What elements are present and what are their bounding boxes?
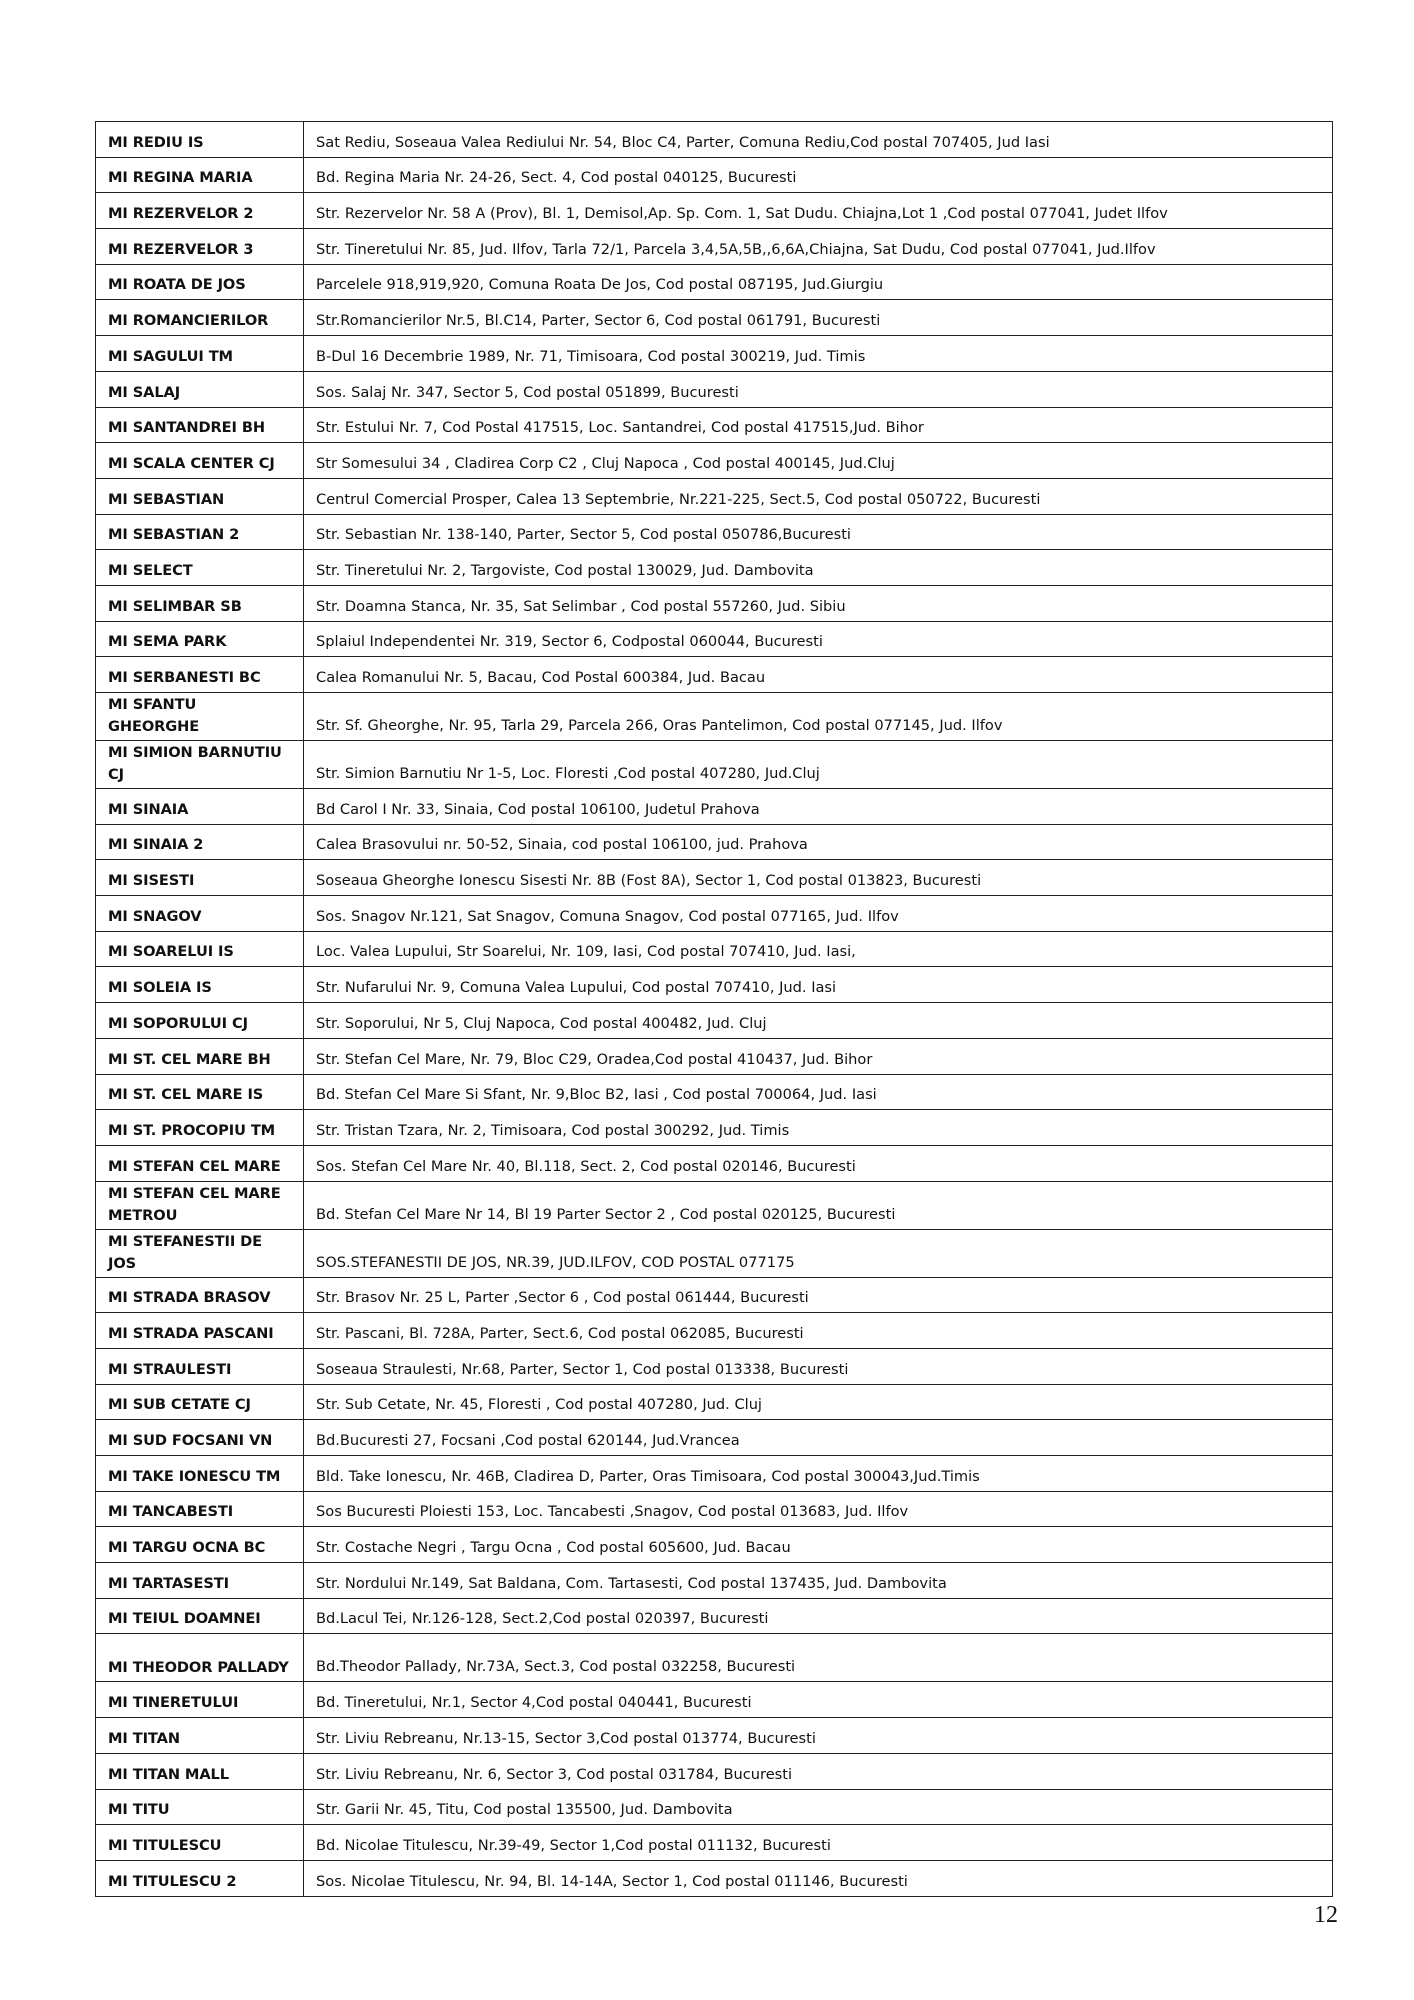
store-address: Str. Sf. Gheorghe, Nr. 95, Tarla 29, Parcela 266, Oras Pantelimon, Cod postal 077145, Jud. Ilfov <box>304 693 1333 741</box>
store-address: Str. Nordului Nr.149, Sat Baldana, Com. Tartasesti, Cod postal 137435, Jud. Dambovita <box>304 1563 1333 1599</box>
table-row <box>96 1384 1333 1420</box>
store-address: Bld. Take Ionescu, Nr. 46B, Cladirea D, Parter, Oras Timisoara, Cod postal 300043,Jud.Timis <box>304 1456 1333 1492</box>
store-name: MI SEMA PARK <box>96 621 304 657</box>
store-address: Str. Liviu Rebreanu, Nr. 6, Sector 3, Cod postal 031784, Bucuresti <box>304 1753 1333 1789</box>
store-address: Sos Bucuresti Ploiesti 153, Loc. Tancabesti ,Snagov, Cod postal 013683, Jud. Ilfov <box>304 1491 1333 1527</box>
store-address: Bd.Bucuresti 27, Focsani ,Cod postal 620144, Jud.Vrancea <box>304 1420 1333 1456</box>
store-address: Str. Rezervelor Nr. 58 A (Prov), Bl. 1, Demisol,Ap. Sp. Com. 1, Sat Dudu. Chiajna,Lot 1 ,Cod postal 077041, Judet Ilfov <box>304 193 1333 229</box>
store-name: MI SALAJ <box>96 371 304 407</box>
table-row <box>96 550 1333 586</box>
store-address: Sos. Snagov Nr.121, Sat Snagov, Comuna Snagov, Cod postal 077165, Jud. Ilfov <box>304 896 1333 932</box>
store-name: MI STRADA PASCANI <box>96 1313 304 1349</box>
table-row <box>96 1074 1333 1110</box>
store-address: Soseaua Straulesti, Nr.68, Parter, Sector 1, Cod postal 013338, Bucuresti <box>304 1348 1333 1384</box>
store-name: MI STEFAN CEL MARE METROU <box>96 1181 304 1229</box>
store-name: MI TEIUL DOAMNEI <box>96 1598 304 1634</box>
store-name: MI SEBASTIAN <box>96 478 304 514</box>
table-row <box>96 1527 1333 1563</box>
store-address: Str. Stefan Cel Mare, Nr. 79, Bloc C29, Oradea,Cod postal 410437, Jud. Bihor <box>304 1038 1333 1074</box>
store-name: MI SISESTI <box>96 860 304 896</box>
table-row <box>96 371 1333 407</box>
store-address: Str. Liviu Rebreanu, Nr.13-15, Sector 3,Cod postal 013774, Bucuresti <box>304 1718 1333 1754</box>
store-name: MI SELECT <box>96 550 304 586</box>
store-name: MI TARGU OCNA BC <box>96 1527 304 1563</box>
table-row <box>96 300 1333 336</box>
store-name: MI STEFANESTII DE JOS <box>96 1229 304 1277</box>
store-name: MI STRADA BRASOV <box>96 1277 304 1313</box>
table-row <box>96 789 1333 825</box>
table-row <box>96 1110 1333 1146</box>
store-address: Str. Costache Negri , Targu Ocna , Cod postal 605600, Jud. Bacau <box>304 1527 1333 1563</box>
store-address: Bd Carol I Nr. 33, Sinaia, Cod postal 106100, Judetul Prahova <box>304 789 1333 825</box>
table-row <box>96 896 1333 932</box>
table-row <box>96 1860 1333 1896</box>
store-address: Str. Brasov Nr. 25 L, Parter ,Sector 6 , Cod postal 061444, Bucuresti <box>304 1277 1333 1313</box>
table-row <box>96 336 1333 372</box>
store-name: MI REGINA MARIA <box>96 157 304 193</box>
table-row <box>96 657 1333 693</box>
table-row <box>96 1420 1333 1456</box>
store-name: MI SIMION BARNUTIU CJ <box>96 741 304 789</box>
store-name: MI SINAIA 2 <box>96 824 304 860</box>
store-name: MI ROMANCIERILOR <box>96 300 304 336</box>
store-name: MI TITAN <box>96 1718 304 1754</box>
store-address: Str. Estului Nr. 7, Cod Postal 417515, Loc. Santandrei, Cod postal 417515,Jud. Bihor <box>304 407 1333 443</box>
store-address: Centrul Comercial Prosper, Calea 13 Septembrie, Nr.221-225, Sect.5, Cod postal 050722, Bucuresti <box>304 478 1333 514</box>
table-row <box>96 693 1333 741</box>
store-name: MI TINERETULUI <box>96 1682 304 1718</box>
table-row <box>96 514 1333 550</box>
store-address: Str. Pascani, Bl. 728A, Parter, Sect.6, Cod postal 062085, Bucuresti <box>304 1313 1333 1349</box>
store-address: Bd.Lacul Tei, Nr.126-128, Sect.2,Cod postal 020397, Bucuresti <box>304 1598 1333 1634</box>
store-address: Str. Nufarului Nr. 9, Comuna Valea Lupului, Cod postal 707410, Jud. Iasi <box>304 967 1333 1003</box>
store-address: Str Somesului 34 , Cladirea Corp C2 , Cluj Napoca , Cod postal 400145, Jud.Cluj <box>304 443 1333 479</box>
table-row <box>96 1348 1333 1384</box>
table-row <box>96 229 1333 265</box>
store-address: Parcelele 918,919,920, Comuna Roata De Jos, Cod postal 087195, Jud.Giurgiu <box>304 264 1333 300</box>
store-name: MI TITULESCU 2 <box>96 1860 304 1896</box>
store-address: Bd. Regina Maria Nr. 24-26, Sect. 4, Cod postal 040125, Bucuresti <box>304 157 1333 193</box>
store-address: B-Dul 16 Decembrie 1989, Nr. 71, Timisoara, Cod postal 300219, Jud. Timis <box>304 336 1333 372</box>
table-row <box>96 1753 1333 1789</box>
table-row <box>96 1313 1333 1349</box>
table-row <box>96 860 1333 896</box>
store-name: MI SUB CETATE CJ <box>96 1384 304 1420</box>
store-name: MI SERBANESTI BC <box>96 657 304 693</box>
store-name: MI SOARELUI IS <box>96 931 304 967</box>
table-body <box>96 122 1333 1897</box>
table-row <box>96 741 1333 789</box>
store-name: MI TITULESCU <box>96 1825 304 1861</box>
table-row <box>96 193 1333 229</box>
store-name: MI ROATA DE JOS <box>96 264 304 300</box>
table-row <box>96 585 1333 621</box>
table-row <box>96 824 1333 860</box>
table-row <box>96 1491 1333 1527</box>
store-address: Str. Sebastian Nr. 138-140, Parter, Sector 5, Cod postal 050786,Bucuresti <box>304 514 1333 550</box>
store-name: MI TAKE IONESCU TM <box>96 1456 304 1492</box>
store-address: Soseaua Gheorghe Ionescu Sisesti Nr. 8B (Fost 8A), Sector 1, Cod postal 013823, Bucuresti <box>304 860 1333 896</box>
table-row <box>96 1277 1333 1313</box>
store-address: Sat Rediu, Soseaua Valea Rediului Nr. 54, Bloc C4, Parter, Comuna Rediu,Cod postal 707405, Jud Iasi <box>304 122 1333 158</box>
store-name: MI SUD FOCSANI VN <box>96 1420 304 1456</box>
table-row <box>96 1563 1333 1599</box>
table-row <box>96 1145 1333 1181</box>
store-name: MI REZERVELOR 3 <box>96 229 304 265</box>
store-name: MI SINAIA <box>96 789 304 825</box>
store-address: Bd. Stefan Cel Mare Nr 14, Bl 19 Parter Sector 2 , Cod postal 020125, Bucuresti <box>304 1181 1333 1229</box>
store-name: MI SAGULUI TM <box>96 336 304 372</box>
store-address: Sos. Stefan Cel Mare Nr. 40, Bl.118, Sect. 2, Cod postal 020146, Bucuresti <box>304 1145 1333 1181</box>
store-address: Splaiul Independentei Nr. 319, Sector 6, Codpostal 060044, Bucuresti <box>304 621 1333 657</box>
store-address: Str. Garii Nr. 45, Titu, Cod postal 135500, Jud. Dambovita <box>304 1789 1333 1825</box>
table-row <box>96 122 1333 158</box>
store-name: MI REZERVELOR 2 <box>96 193 304 229</box>
table-row <box>96 1229 1333 1277</box>
table-row <box>96 1634 1333 1682</box>
table-row <box>96 1825 1333 1861</box>
store-name: MI TARTASESTI <box>96 1563 304 1599</box>
table-row <box>96 931 1333 967</box>
store-name: MI STEFAN CEL MARE <box>96 1145 304 1181</box>
table-row <box>96 407 1333 443</box>
store-address: Str. Doamna Stanca, Nr. 35, Sat Selimbar , Cod postal 557260, Jud. Sibiu <box>304 585 1333 621</box>
table-row <box>96 1456 1333 1492</box>
store-address: SOS.STEFANESTII DE JOS, NR.39, JUD.ILFOV, COD POSTAL 077175 <box>304 1229 1333 1277</box>
table-row <box>96 1038 1333 1074</box>
store-name: MI SANTANDREI BH <box>96 407 304 443</box>
store-name: MI SELIMBAR SB <box>96 585 304 621</box>
store-address: Bd. Tineretului, Nr.1, Sector 4,Cod postal 040441, Bucuresti <box>304 1682 1333 1718</box>
store-name: MI SOPORULUI CJ <box>96 1003 304 1039</box>
table-row <box>96 1598 1333 1634</box>
store-address: Str. Soporului, Nr 5, Cluj Napoca, Cod postal 400482, Jud. Cluj <box>304 1003 1333 1039</box>
store-address: Calea Brasovului nr. 50-52, Sinaia, cod postal 106100, jud. Prahova <box>304 824 1333 860</box>
store-address: Bd.Theodor Pallady, Nr.73A, Sect.3, Cod postal 032258, Bucuresti <box>304 1634 1333 1682</box>
table-row <box>96 1181 1333 1229</box>
store-address-table <box>95 121 1333 1897</box>
page-number: 12 <box>1314 1902 1338 1928</box>
store-address: Str. Sub Cetate, Nr. 45, Floresti , Cod postal 407280, Jud. Cluj <box>304 1384 1333 1420</box>
table-row <box>96 621 1333 657</box>
table-row <box>96 1718 1333 1754</box>
store-address: Str. Tineretului Nr. 2, Targoviste, Cod postal 130029, Jud. Dambovita <box>304 550 1333 586</box>
store-name: MI TANCABESTI <box>96 1491 304 1527</box>
table-row <box>96 967 1333 1003</box>
table-row <box>96 478 1333 514</box>
store-name: MI ST. CEL MARE IS <box>96 1074 304 1110</box>
store-name: MI STRAULESTI <box>96 1348 304 1384</box>
table-row <box>96 264 1333 300</box>
store-name: MI ST. PROCOPIU TM <box>96 1110 304 1146</box>
store-address: Str. Simion Barnutiu Nr 1-5, Loc. Floresti ,Cod postal 407280, Jud.Cluj <box>304 741 1333 789</box>
store-name: MI SFANTU GHEORGHE <box>96 693 304 741</box>
table-row <box>96 443 1333 479</box>
table-row <box>96 1682 1333 1718</box>
store-name: MI THEODOR PALLADY <box>96 1634 304 1682</box>
store-name: MI SNAGOV <box>96 896 304 932</box>
store-address: Bd. Nicolae Titulescu, Nr.39-49, Sector 1,Cod postal 011132, Bucuresti <box>304 1825 1333 1861</box>
store-address: Loc. Valea Lupului, Str Soarelui, Nr. 109, Iasi, Cod postal 707410, Jud. Iasi, <box>304 931 1333 967</box>
store-address: Bd. Stefan Cel Mare Si Sfant, Nr. 9,Bloc B2, Iasi , Cod postal 700064, Jud. Iasi <box>304 1074 1333 1110</box>
table-row <box>96 1003 1333 1039</box>
store-address: Str. Tineretului Nr. 85, Jud. Ilfov, Tarla 72/1, Parcela 3,4,5A,5B,,6,6A,Chiajna, Sat Dudu, Cod postal 077041, Jud.Ilfov <box>304 229 1333 265</box>
store-name: MI SOLEIA IS <box>96 967 304 1003</box>
store-name: MI REDIU IS <box>96 122 304 158</box>
store-name: MI TITU <box>96 1789 304 1825</box>
store-address: Sos. Nicolae Titulescu, Nr. 94, Bl. 14-14A, Sector 1, Cod postal 011146, Bucuresti <box>304 1860 1333 1896</box>
store-name: MI TITAN MALL <box>96 1753 304 1789</box>
store-address: Sos. Salaj Nr. 347, Sector 5, Cod postal 051899, Bucuresti <box>304 371 1333 407</box>
store-name: MI SCALA CENTER CJ <box>96 443 304 479</box>
store-address: Calea Romanului Nr. 5, Bacau, Cod Postal 600384, Jud. Bacau <box>304 657 1333 693</box>
store-address: Str.Romancierilor Nr.5, Bl.C14, Parter, Sector 6, Cod postal 061791, Bucuresti <box>304 300 1333 336</box>
store-name: MI ST. CEL MARE BH <box>96 1038 304 1074</box>
store-name: MI SEBASTIAN 2 <box>96 514 304 550</box>
table-row <box>96 157 1333 193</box>
store-address: Str. Tristan Tzara, Nr. 2, Timisoara, Cod postal 300292, Jud. Timis <box>304 1110 1333 1146</box>
table-row <box>96 1789 1333 1825</box>
